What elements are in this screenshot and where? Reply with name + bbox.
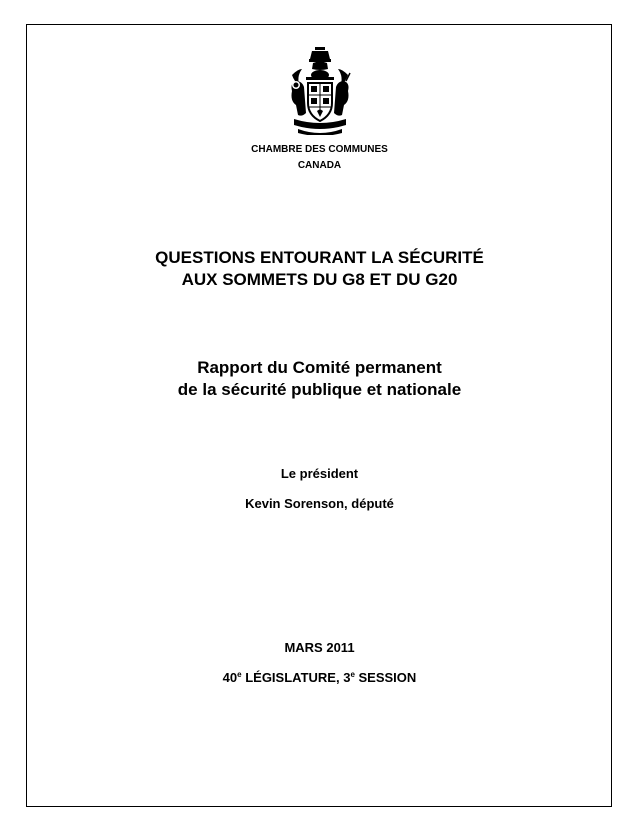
coat-of-arms-icon: [288, 47, 352, 135]
report-date: MARS 2011: [284, 640, 355, 655]
parliament-session: [0, 670, 639, 686]
country-name: CANADA: [297, 160, 342, 171]
parliament-ordinal: e: [237, 670, 242, 679]
report-title-line-2: AUX SOMMETS DU G8 ET DU G20: [181, 270, 458, 289]
report-subtitle-line-1: Rapport du Comité permanent: [197, 358, 442, 377]
report-title-line-1: QUESTIONS ENTOURANT LA SÉCURITÉ: [155, 248, 484, 267]
session-ordinal: e: [350, 670, 355, 679]
parliament-label: LÉGISLATURE,: [241, 670, 344, 685]
session-number: 3: [343, 670, 351, 685]
chair-name: Kevin Sorenson, député: [245, 496, 394, 511]
report-subtitle-line-2: de la sécurité publique et nationale: [177, 380, 462, 399]
parliament-number: 40: [222, 670, 238, 685]
house-name: CHAMBRE DES COMMUNES: [251, 144, 388, 155]
page-border: [26, 24, 612, 807]
session-label: SESSION: [354, 670, 417, 685]
chair-label: Le président: [280, 466, 359, 481]
